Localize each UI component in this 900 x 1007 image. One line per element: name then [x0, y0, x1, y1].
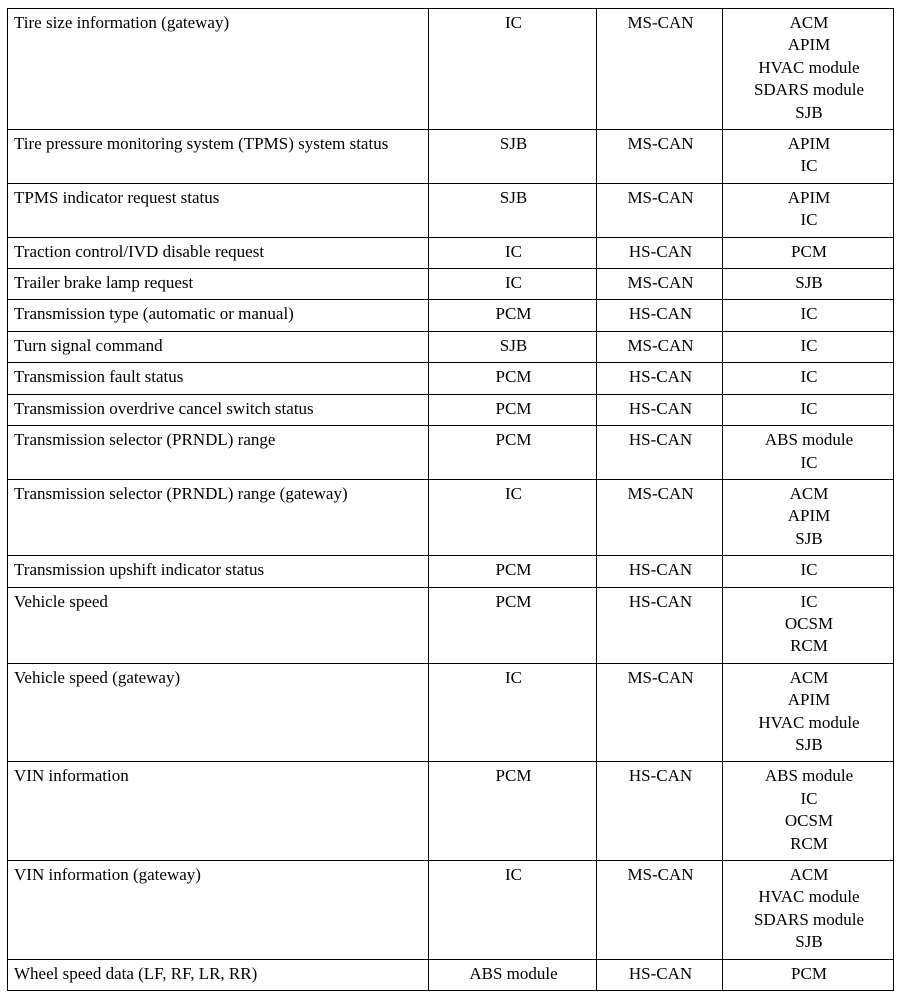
receiver-item: OCSM [784, 811, 834, 831]
message-cell: Transmission type (automatic or manual) [8, 300, 429, 331]
receiver-item: OCSM [784, 613, 834, 633]
originator-cell: PCM [429, 394, 597, 425]
receivers-cell [723, 426, 894, 480]
receiver-item: ABS module [764, 430, 854, 450]
receivers-cell [723, 587, 894, 663]
receiver-item: ABS module [764, 766, 854, 786]
message-cell: Tire pressure monitoring system (TPMS) system status [8, 130, 429, 184]
receiver-item: ACM [789, 13, 829, 32]
message-cell: Transmission upshift indicator status [8, 556, 429, 587]
receiver-item: IC [800, 398, 818, 418]
originator-cell: IC [429, 479, 597, 555]
network-cell: MS-CAN [597, 183, 723, 237]
originator-cell: IC [429, 237, 597, 268]
message-cell: TPMS indicator request status [8, 183, 429, 237]
receiver-item: IC [800, 452, 818, 472]
table-row [8, 183, 894, 237]
table-row [8, 300, 894, 331]
originator-cell: PCM [429, 300, 597, 331]
message-cell: Traction control/IVD disable request [8, 237, 429, 268]
message-cell: Transmission selector (PRNDL) range (gateway) [8, 479, 429, 555]
network-cell: MS-CAN [597, 479, 723, 555]
network-cell: HS-CAN [597, 237, 723, 268]
receivers-cell [723, 269, 894, 300]
originator-cell: IC [429, 269, 597, 300]
receivers-cell [723, 237, 894, 268]
receiver-item: SJB [795, 734, 823, 754]
originator-cell: PCM [429, 587, 597, 663]
receivers-cell [723, 183, 894, 237]
receiver-item: ACM [789, 865, 829, 884]
receiver-item: SJB [795, 273, 823, 293]
originator-cell: IC [429, 861, 597, 960]
receiver-item: IC [800, 156, 818, 176]
table-row [8, 479, 894, 555]
receiver-item: SJB [795, 528, 823, 548]
table-row [8, 861, 894, 960]
receiver-item: HVAC module [758, 57, 860, 77]
receiver-item: APIM [787, 35, 831, 55]
network-cell: MS-CAN [597, 130, 723, 184]
receivers-cell [723, 9, 894, 130]
network-cell: HS-CAN [597, 363, 723, 394]
receivers-cell [723, 394, 894, 425]
receiver-item: SJB [795, 932, 823, 952]
table-row [8, 331, 894, 362]
receivers-cell [723, 861, 894, 960]
network-cell: MS-CAN [597, 9, 723, 130]
originator-cell: IC [429, 9, 597, 130]
table-row [8, 130, 894, 184]
table-body [8, 9, 894, 991]
receiver-item: SJB [795, 102, 823, 122]
originator-cell: ABS module [429, 959, 597, 990]
table-row [8, 394, 894, 425]
receiver-item: IC [800, 304, 818, 324]
message-cell: Trailer brake lamp request [8, 269, 429, 300]
table-row [8, 663, 894, 762]
receiver-item: HVAC module [758, 887, 860, 907]
receivers-cell [723, 130, 894, 184]
table-row [8, 556, 894, 587]
message-cell: Vehicle speed [8, 587, 429, 663]
network-message-table-container [7, 8, 894, 991]
message-cell: Wheel speed data (LF, RF, LR, RR) [8, 959, 429, 990]
originator-cell: SJB [429, 183, 597, 237]
receiver-item: APIM [787, 134, 831, 154]
message-cell: Vehicle speed (gateway) [8, 663, 429, 762]
receiver-item: ACM [789, 483, 829, 503]
table-row [8, 426, 894, 480]
network-cell: HS-CAN [597, 426, 723, 480]
network-cell: HS-CAN [597, 762, 723, 861]
receivers-cell [723, 479, 894, 555]
table-row [8, 237, 894, 268]
receiver-item: APIM [787, 506, 831, 526]
receiver-item: IC [800, 335, 818, 355]
receiver-item: PCM [791, 241, 827, 261]
receivers-cell [723, 762, 894, 861]
message-cell: Transmission selector (PRNDL) range [8, 426, 429, 480]
network-cell: MS-CAN [597, 269, 723, 300]
receivers-cell [723, 959, 894, 990]
receiver-item: PCM [791, 963, 827, 983]
network-cell: HS-CAN [597, 394, 723, 425]
network-cell: MS-CAN [597, 663, 723, 762]
originator-cell: PCM [429, 762, 597, 861]
table-row [8, 762, 894, 861]
table-row [8, 363, 894, 394]
message-cell: Turn signal command [8, 331, 429, 362]
message-cell: Transmission fault status [8, 363, 429, 394]
message-cell: Transmission overdrive cancel switch status [8, 394, 429, 425]
network-message-table [7, 8, 894, 991]
network-cell: MS-CAN [597, 861, 723, 960]
receiver-item: IC [800, 210, 818, 230]
receiver-item: IC [800, 560, 818, 580]
originator-cell: IC [429, 663, 597, 762]
originator-cell: SJB [429, 130, 597, 184]
originator-cell: PCM [429, 363, 597, 394]
receiver-item: SDARS module [753, 909, 865, 929]
receivers-cell [723, 300, 894, 331]
receiver-item: RCM [790, 833, 828, 853]
network-cell: HS-CAN [597, 959, 723, 990]
receiver-item: IC [800, 788, 818, 808]
receiver-item: ACM [789, 667, 829, 687]
receivers-cell [723, 663, 894, 762]
network-cell: HS-CAN [597, 556, 723, 587]
receivers-cell [723, 331, 894, 362]
receivers-cell [723, 556, 894, 587]
message-cell: VIN information [8, 762, 429, 861]
originator-cell: PCM [429, 556, 597, 587]
message-cell: Tire size information (gateway) [8, 9, 429, 130]
table-row [8, 9, 894, 130]
network-cell: MS-CAN [597, 331, 723, 362]
table-row [8, 269, 894, 300]
receiver-item: HVAC module [758, 712, 860, 732]
receiver-item: IC [800, 591, 818, 611]
originator-cell: SJB [429, 331, 597, 362]
table-row [8, 959, 894, 990]
receiver-item: IC [800, 367, 818, 387]
receiver-item: SDARS module [753, 80, 865, 100]
receiver-item: APIM [787, 187, 831, 207]
receiver-item: APIM [787, 690, 831, 710]
message-cell: VIN information (gateway) [8, 861, 429, 960]
receiver-item: RCM [790, 636, 828, 656]
receivers-cell [723, 363, 894, 394]
originator-cell: PCM [429, 426, 597, 480]
network-cell: HS-CAN [597, 300, 723, 331]
network-cell: HS-CAN [597, 587, 723, 663]
table-row [8, 587, 894, 663]
